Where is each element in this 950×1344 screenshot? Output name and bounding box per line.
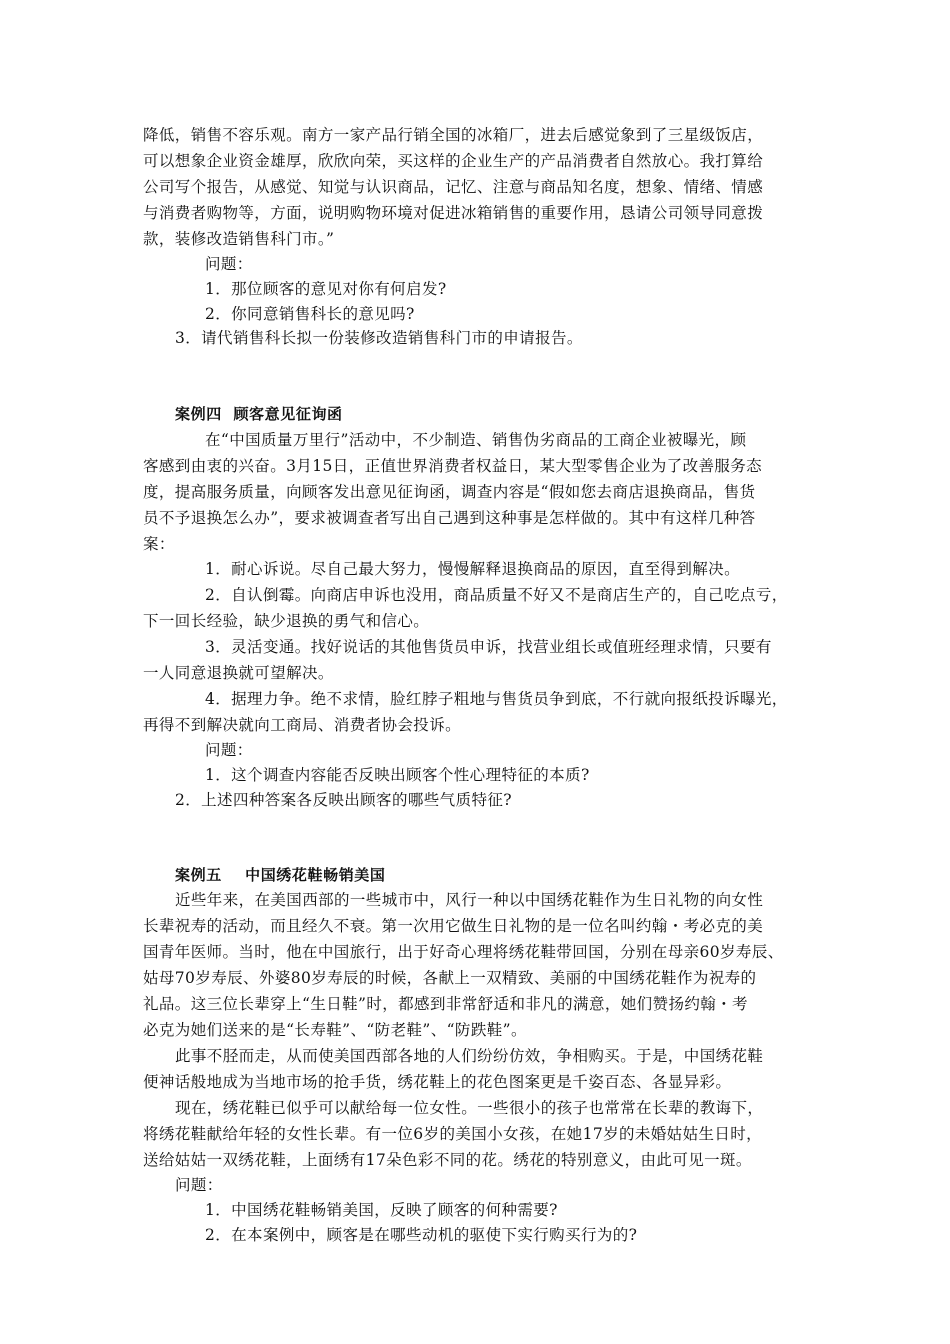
- intro-paragraph-line: 款，装修改造销售科门市。”: [143, 230, 335, 248]
- case5-paragraph-line: 姑母70岁寿辰、外婆80岁寿辰的时候，各献上一双精致、美丽的中国绣花鞋作为祝寿的: [143, 969, 757, 987]
- case4-paragraph-line: 度，提高服务质量，向顾客发出意见征询函，调查内容是“假如您去商店退换商品，售货: [143, 483, 756, 501]
- case5-question: 1．中国绣花鞋畅销美国，反映了顾客的何种需要?: [205, 1201, 558, 1219]
- case4-question-label: 问题：: [205, 741, 253, 759]
- case4-paragraph-line: 在“中国质量万里行”活动中，不少制造、销售伪劣商品的工商企业被曝光，顾: [205, 431, 747, 449]
- case4-answer: 2．自认倒霉。向商店申诉也没用，商品质量不好又不是商店生产的，自己吃点亏，: [205, 586, 788, 604]
- case5-title: 案例五 中国绣花鞋畅销美国: [175, 866, 386, 884]
- case5-question: 2．在本案例中，顾客是在哪些动机的驱使下实行购买行为的?: [205, 1226, 638, 1244]
- case5-paragraph-line: 长辈祝寿的活动，而且经久不衰。第一次用它做生日礼物的是一位名叫约翰・考必克的美: [143, 917, 764, 935]
- case4-paragraph-line: 案：: [143, 535, 175, 553]
- case5-paragraph-line: 送给姑姑一双绣花鞋，上面绣有17朵色彩不同的花。绣花的特别意义，由此可见一斑。: [143, 1151, 752, 1169]
- case4-answer-continuation: 再得不到解决就向工商局、消费者协会投诉。: [143, 716, 462, 734]
- case5-paragraph-line: 必克为她们送来的是“长寿鞋”、“防老鞋”、“防跌鞋”。: [143, 1021, 527, 1039]
- case4-answer: 4．据理力争。绝不求情，脸红脖子粗地与售货员争到底，不行就向报纸投诉曝光，: [205, 690, 788, 708]
- case4-paragraph-line: 员不予退换怎么办”，要求被调查者写出自己遇到这种事是怎样做的。其中有这样几种答: [143, 509, 756, 527]
- intro-paragraph-line: 可以想象企业资金雄厚，欣欣向荣，买这样的企业生产的产品消费者自然放心。我打算给: [143, 152, 764, 170]
- intro-paragraph-line: 降低，销售不容乐观。南方一家产品行销全国的冰箱厂，进去后感觉象到了三星级饭店，: [143, 126, 764, 144]
- intro-question: 3．请代销售科长拟一份装修改造销售科门市的申请报告。: [175, 329, 583, 347]
- intro-paragraph-line: 与消费者购物等，方面，说明购物环境对促进冰箱销售的重要作用，恳请公司领导同意拨: [143, 204, 764, 222]
- intro-paragraph-line: 公司写个报告，从感觉、知觉与认识商品，记忆、注意与商品知名度，想象、情绪、情感: [143, 178, 764, 196]
- case4-answer-continuation: 下一回长经验，缺少退换的勇气和信心。: [143, 612, 430, 630]
- case4-answer-continuation: 一人同意退换就可望解决。: [143, 664, 334, 682]
- intro-question: 2．你同意销售科长的意见吗?: [205, 305, 415, 323]
- case4-question: 2．上述四种答案各反映出顾客的哪些气质特征?: [175, 791, 512, 809]
- case5-paragraph-line: 现在，绣花鞋已似乎可以献给每一位女性。一些很小的孩子也常常在长辈的教诲下，: [175, 1099, 764, 1117]
- case4-paragraph-line: 客感到由衷的兴奋。3月15日，正值世界消费者权益日，某大型零售企业为了改善服务态: [143, 457, 763, 475]
- case4-answer: 1．耐心诉说。尽自己最大努力，慢慢解释退换商品的原因，直至得到解决。: [205, 560, 740, 578]
- case5-paragraph-line: 礼品。这三位长辈穿上“生日鞋”时，都感到非常舒适和非凡的满意，她们赞扬约翰・考: [143, 995, 748, 1013]
- case5-question-label: 问题：: [175, 1176, 223, 1194]
- intro-question: 1．那位顾客的意见对你有何启发?: [205, 280, 447, 298]
- intro-question-label: 问题：: [205, 255, 253, 273]
- case4-question: 1．这个调查内容能否反映出顾客个性心理特征的本质?: [205, 766, 590, 784]
- case4-title: 案例四 顾客意见征询函: [175, 405, 343, 423]
- case5-paragraph-line: 便神话般地成为当地市场的抢手货，绣花鞋上的花色图案更是千姿百态、各显异彩。: [143, 1073, 732, 1091]
- case5-paragraph-line: 此事不胫而走，从而使美国西部各地的人们纷纷仿效，争相购买。于是，中国绣花鞋: [175, 1047, 764, 1065]
- case5-paragraph-line: 将绣花鞋献给年轻的女性长辈。有一位6岁的美国小女孩，在她17岁的未婚姑姑生日时，: [143, 1125, 763, 1143]
- case5-paragraph-line: 近些年来，在美国西部的一些城市中，风行一种以中国绣花鞋作为生日礼物的向女性: [175, 891, 764, 909]
- case4-answer: 3．灵活变通。找好说话的其他售货员申诉，找营业组长或值班经理求情，只要有: [205, 638, 772, 656]
- case5-paragraph-line: 国青年医师。当时，他在中国旅行，出于好奇心理将绣花鞋带回国，分别在母亲60岁寿辰、: [143, 943, 784, 961]
